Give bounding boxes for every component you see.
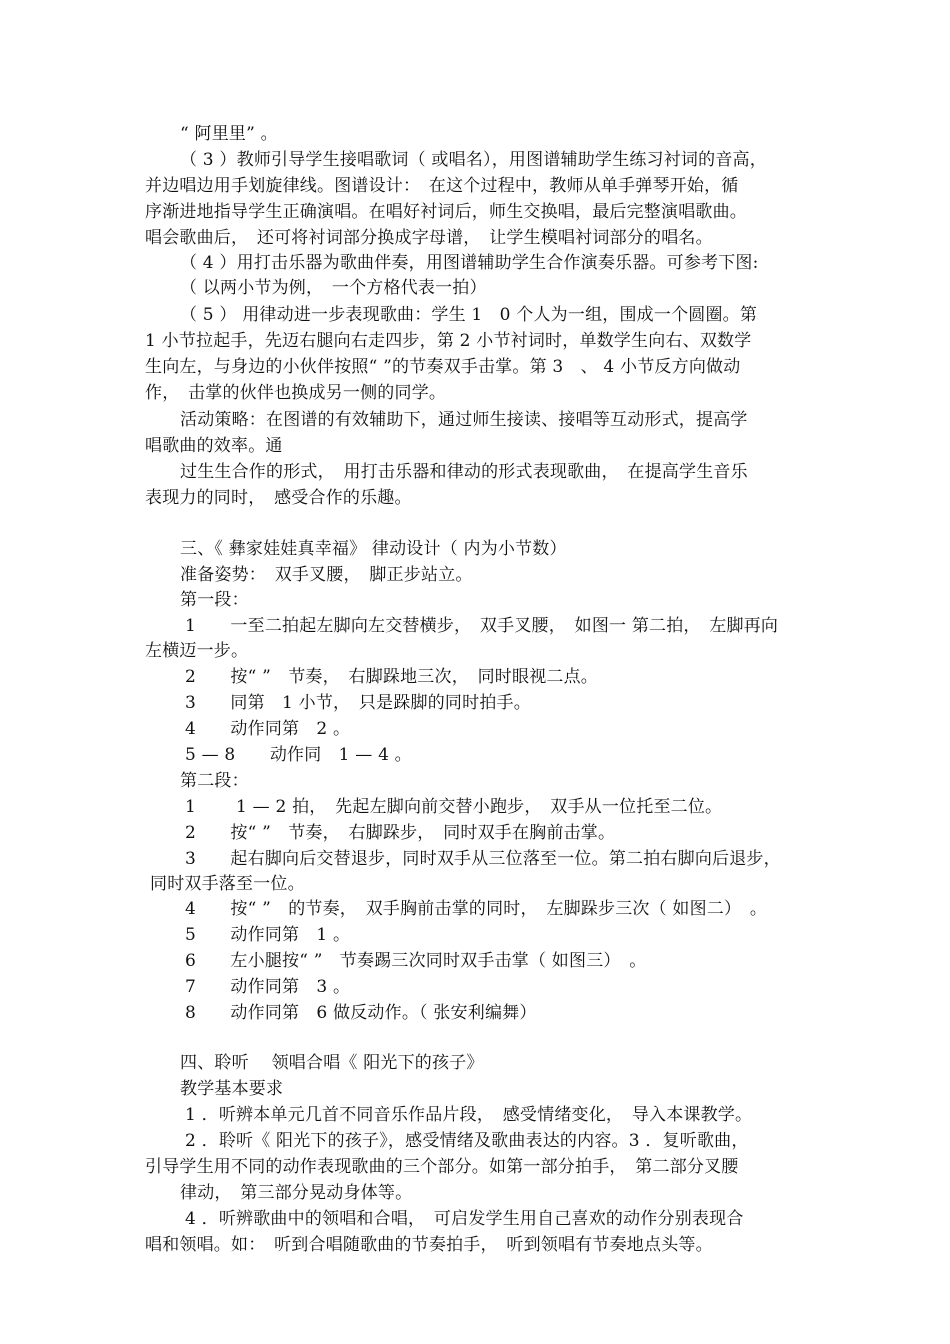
text-line: 8 动作同第 6 做反动作。（ 张安利编舞） bbox=[185, 1003, 537, 1023]
text-line: 3 起右脚向后交替退步，同时双手从三位落至一位。第二拍右脚向后退步， bbox=[185, 849, 781, 869]
text-line: 1 1 — 2 拍， 先起左脚向前交替小跑步， 双手从一位托至二位。 bbox=[185, 797, 723, 817]
text-line: （ 3 ）教师引导学生接唱歌词（ 或唱名），用图谱辅助学生练习衬词的音高， bbox=[180, 150, 767, 170]
text-line: 5 动作同第 1 。 bbox=[185, 925, 351, 945]
text-line: 2 ．聆听《 阳光下的孩子》，感受情绪及歌曲表达的内容。3 ．复听歌曲， bbox=[185, 1131, 749, 1151]
text-line: 7 动作同第 3 。 bbox=[185, 977, 351, 997]
text-line: 3 同第 1 小节， 只是跺脚的同时拍手。 bbox=[185, 693, 531, 713]
text-line: 唱和领唱。如： 听到合唱随歌曲的节奏拍手， 听到领唱有节奏地点头等。 bbox=[145, 1235, 713, 1255]
text-line: 序渐进地指导学生正确演唱。在唱好衬词后，师生交换唱，最后完整演唱歌曲。 bbox=[145, 202, 747, 222]
text-line: 准备姿势： 双手叉腰， 脚正步站立。 bbox=[180, 565, 473, 585]
text-line: 2 按“ ” 节奏， 右脚跺步， 同时双手在胸前击掌。 bbox=[185, 823, 616, 843]
text-line: 4 ．听辨歌曲中的领唱和合唱， 可启发学生用自己喜欢的动作分别表现合 bbox=[185, 1209, 744, 1229]
text-line: 4 按“ ” 的节奏， 双手胸前击掌的同时， 左脚跺步三次（ 如图二） 。 bbox=[185, 899, 768, 919]
text-line: 4 动作同第 2 。 bbox=[185, 719, 351, 739]
text-line: 1 一至二拍起左脚向左交替横步， 双手叉腰， 如图一 第二拍， 左脚再向 bbox=[185, 616, 779, 636]
text-line: 引导学生用不同的动作表现歌曲的三个部分。如第一部分拍手， 第二部分叉腰 bbox=[145, 1157, 739, 1177]
text-line: 5 — 8 动作同 1 — 4 。 bbox=[185, 745, 412, 765]
text-line: 生向左，与身边的小伙伴按照“ ”的节奏双手击掌。第 3 、 4 小节反方向做动 bbox=[145, 357, 741, 377]
section-heading: 三、《 彝家娃娃真幸福》 律动设计（ 内为小节数） bbox=[180, 539, 567, 559]
text-line: 作， 击掌的伙伴也换成另一侧的同学。 bbox=[145, 383, 447, 403]
text-line: 第二段： bbox=[180, 771, 249, 791]
text-line: 1 ．听辨本单元几首不同音乐作品片段， 感受情绪变化， 导入本课教学。 bbox=[185, 1105, 753, 1125]
text-line: 律动， 第三部分晃动身体等。 bbox=[180, 1183, 413, 1203]
section-heading: 四、聆听 领唱合唱《 阳光下的孩子》 bbox=[180, 1053, 484, 1073]
text-line: （ 4 ）用打击乐器为歌曲伴奏，用图谱辅助学生合作演奏乐器。可参考下图: bbox=[180, 253, 759, 273]
text-line: 2 按“ ” 节奏， 右脚跺地三次， 同时眼视二点。 bbox=[185, 667, 599, 687]
text-line: 教学基本要求 bbox=[180, 1079, 284, 1099]
text-line: 第一段： bbox=[180, 590, 249, 610]
text-line: 唱会歌曲后， 还可将衬词部分换成字母谱， 让学生模唱衬词部分的唱名。 bbox=[145, 228, 713, 248]
text-line: 唱歌曲的效率。通 bbox=[145, 436, 283, 456]
text-line: 表现力的同时， 感受合作的乐趣。 bbox=[145, 488, 412, 508]
text-line: （ 5 ） 用律动进一步表现歌曲：学生 1 0 个人为一组，围成一个圆圈。第 bbox=[180, 305, 758, 325]
text-line: 左横迈一步。 bbox=[145, 641, 249, 661]
text-line: 活动策略：在图谱的有效辅助下，通过师生接读、接唱等互动形式，提高学 bbox=[180, 410, 748, 430]
text-line: 并边唱边用手划旋律线。图谱设计： 在这个过程中，教师从单手弹琴开始，循 bbox=[145, 176, 739, 196]
text-line: 6 左小腿按“ ” 节奏踢三次同时双手击掌（ 如图三） 。 bbox=[185, 951, 647, 971]
text-line: “ 阿里里” 。 bbox=[180, 124, 278, 144]
text-line: 同时双手落至一位。 bbox=[150, 874, 305, 894]
text-line: 过生生合作的形式， 用打击乐器和律动的形式表现歌曲， 在提高学生音乐 bbox=[180, 462, 748, 482]
text-line: （ 以两小节为例， 一个方格代表一拍） bbox=[180, 278, 487, 298]
text-line: 1 小节拉起手，先迈右腿向右走四步，第 2 小节衬词时，单数学生向右、双数学 bbox=[145, 331, 752, 351]
